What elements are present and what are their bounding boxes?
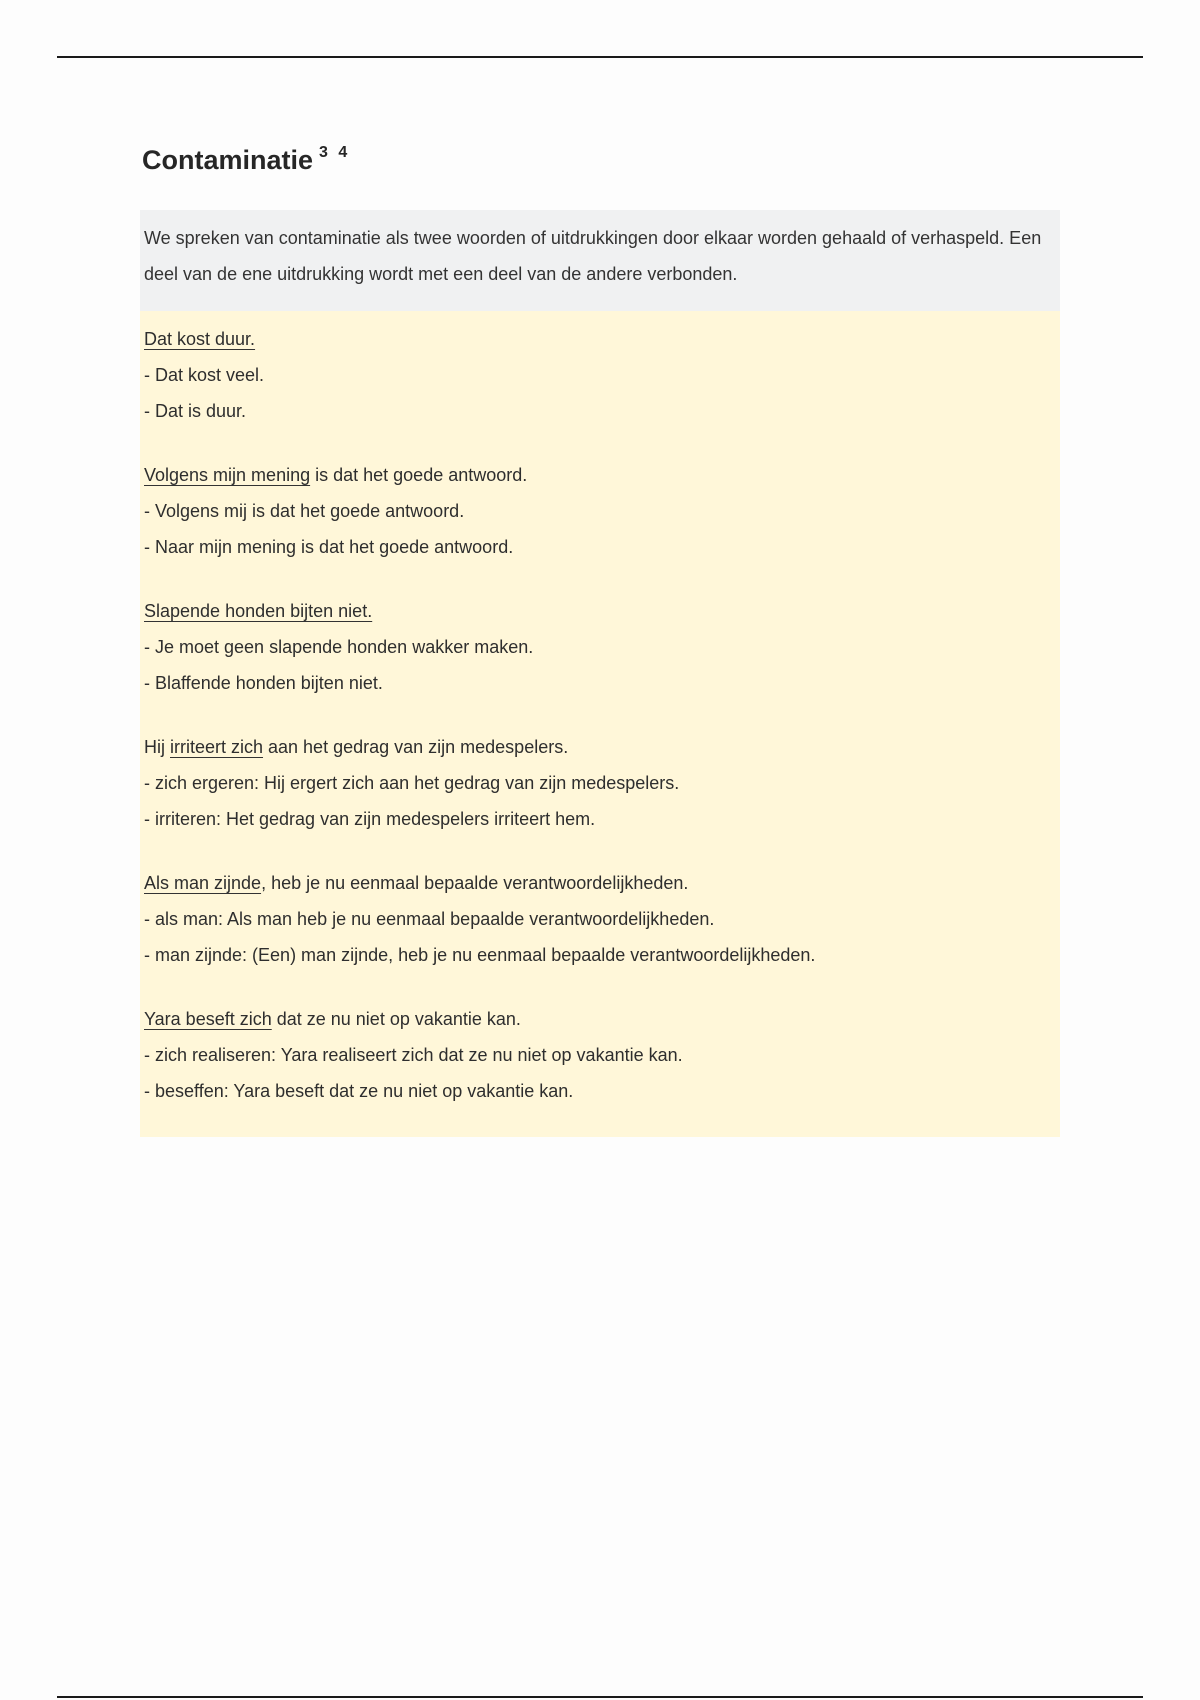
example-variant: - Blaffende honden bijten niet. xyxy=(144,673,383,693)
example-underlined: Volgens mijn mening xyxy=(144,465,311,485)
example-heading-pre: Hij xyxy=(144,737,170,757)
example-heading xyxy=(144,865,1056,901)
example-block xyxy=(144,729,1056,837)
example-heading xyxy=(144,593,1056,629)
example-variant: - zich ergeren: Hij ergert zich aan het gedrag van zijn medespelers. xyxy=(144,773,680,793)
title-footnote-refs: 3 4 xyxy=(319,144,351,161)
example-heading xyxy=(144,1001,1056,1037)
page-title xyxy=(142,144,350,176)
example-heading-post: aan het gedrag van zijn medespelers. xyxy=(263,737,569,757)
example-heading-post: is dat het goede antwoord. xyxy=(310,465,528,485)
example-heading xyxy=(144,321,1056,357)
example-underlined: irriteert zich xyxy=(170,737,264,757)
example-underlined: Yara beseft zich xyxy=(144,1009,272,1029)
intro-text: We spreken van contaminatie als twee woorden of uitdrukkingen door elkaar worden gehaald of verhaspeld. Een deel van de ene uitdrukking wordt met een deel van de andere verbonden. xyxy=(144,228,1042,284)
example-variant: - beseffen: Yara beseft dat ze nu niet op vakantie kan. xyxy=(144,1081,574,1101)
example-block xyxy=(144,457,1056,565)
example-variant: - Dat kost veel. xyxy=(144,365,265,385)
intro-box xyxy=(140,210,1060,311)
example-heading xyxy=(144,457,1056,493)
example-variant: - zich realiseren: Yara realiseert zich dat ze nu niet op vakantie kan. xyxy=(144,1045,683,1065)
example-underlined: Als man zijnde xyxy=(144,873,262,893)
example-block xyxy=(144,865,1056,973)
example-heading-post: dat ze nu niet op vakantie kan. xyxy=(271,1009,521,1029)
example-variant: - man zijnde: (Een) man zijnde, heb je nu eenmaal bepaalde verantwoordelijkheden. xyxy=(144,945,816,965)
example-block xyxy=(144,593,1056,701)
page-top-rule xyxy=(57,56,1143,58)
example-underlined: Dat kost duur. xyxy=(144,329,256,349)
example-variant: - als man: Als man heb je nu eenmaal bepaalde verantwoordelijkheden. xyxy=(144,909,715,929)
example-block xyxy=(144,1001,1056,1109)
example-variant: - Je moet geen slapende honden wakker maken. xyxy=(144,637,534,657)
page-bottom-rule xyxy=(57,1696,1143,1698)
example-variant: - Dat is duur. xyxy=(144,401,247,421)
example-variant: - Volgens mij is dat het goede antwoord. xyxy=(144,501,465,521)
examples-box xyxy=(140,311,1060,1137)
title-text: Contaminatie xyxy=(142,145,314,175)
example-variant: - irriteren: Het gedrag van zijn medespelers irriteert hem. xyxy=(144,809,596,829)
example-heading-post: , heb je nu eenmaal bepaalde verantwoordelijkheden. xyxy=(261,873,689,893)
example-block xyxy=(144,321,1056,429)
example-variant: - Naar mijn mening is dat het goede antwoord. xyxy=(144,537,514,557)
example-heading xyxy=(144,729,1056,765)
example-underlined: Slapende honden bijten niet. xyxy=(144,601,373,621)
